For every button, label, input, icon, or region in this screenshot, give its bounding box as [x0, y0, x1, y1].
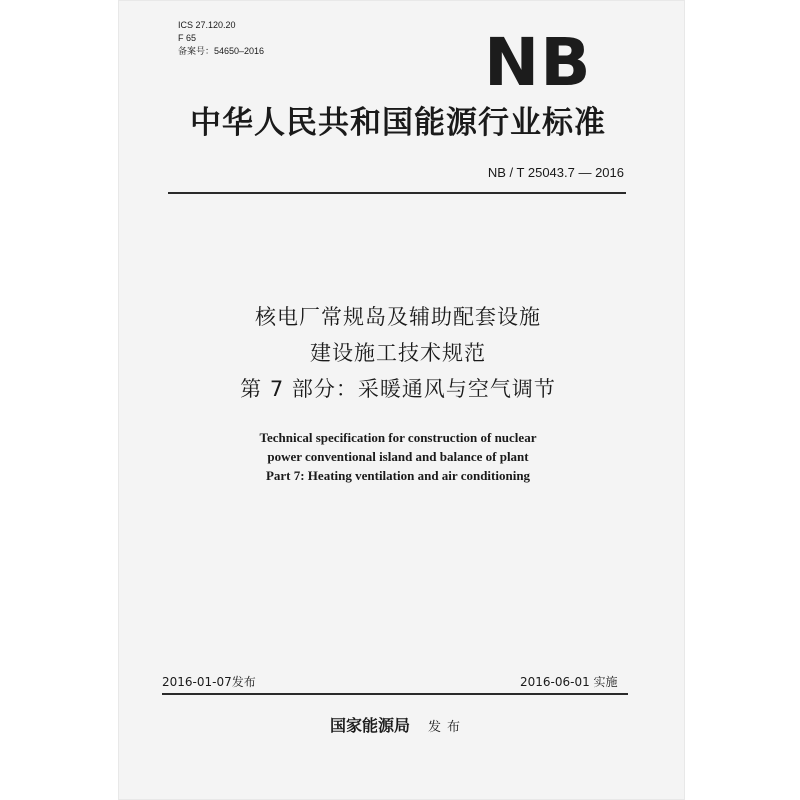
publish-action: 发布: [428, 720, 467, 735]
title-cn-line3: 第 7 部分：采暖通风与空气调节: [240, 377, 556, 401]
publisher-name: 国家能源局: [329, 716, 410, 735]
footer-divider: [162, 693, 628, 695]
filing-number: 备案号：54650–2016: [178, 46, 265, 56]
publisher-line: [168, 713, 628, 736]
organization-title: 中华人民共和国能源行业标准: [190, 105, 606, 141]
title-cn-line1: 核电厂常规岛及辅助配套设施: [255, 305, 541, 329]
title-en-line3: Part 7: Heating ventilation and air conditioning: [265, 468, 531, 483]
header-divider: [168, 192, 626, 194]
title-cn-line2: 建设施工技术规范: [310, 341, 486, 365]
title-en-line1: Technical specification for construction of nuclear: [259, 430, 537, 445]
classification-code: F 65: [178, 33, 197, 43]
ics-code: ICS 27.120.20: [178, 20, 236, 30]
standard-number: NB / T 25043.7 — 2016: [487, 165, 624, 180]
issue-date: 2016-01-07发布: [162, 675, 256, 689]
implementation-date: 2016-06-01 实施: [520, 675, 618, 689]
title-en-line2: power conventional island and balance of plant: [267, 449, 529, 464]
nb-logo: NB: [484, 24, 592, 101]
